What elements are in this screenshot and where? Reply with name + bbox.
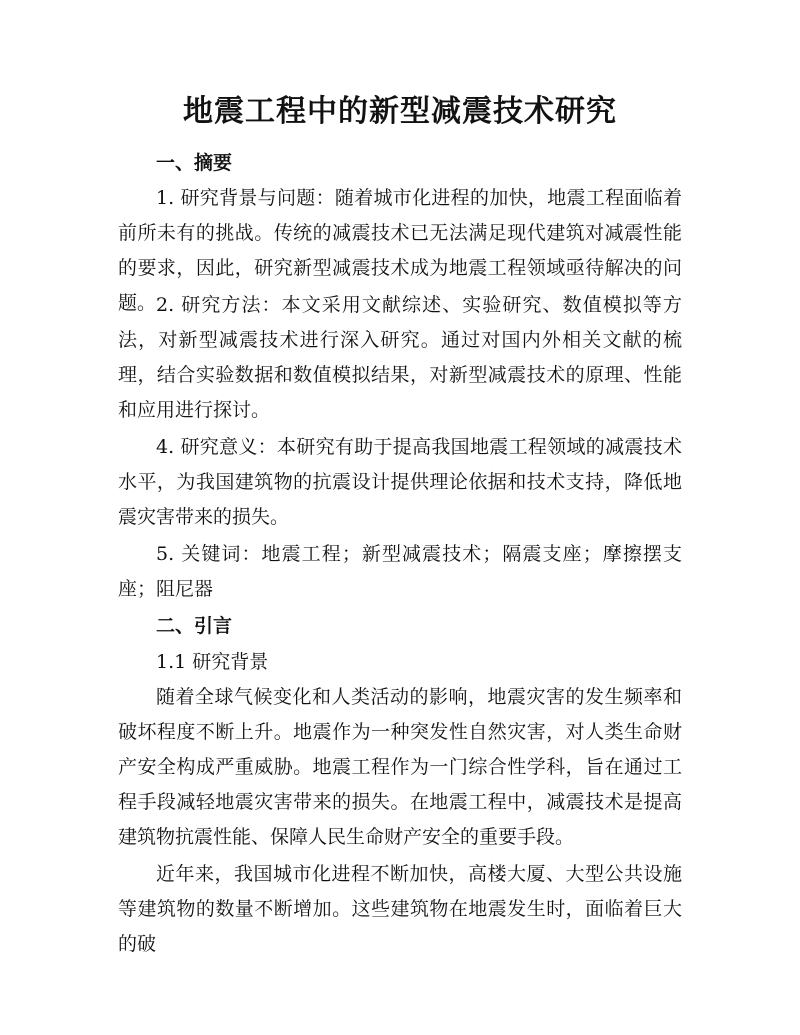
abstract-paragraph-method: 2. 研究方法：本文采用文献综述、实验研究、数值模拟等方法，对新型减震技术进行深入研究。通过对国内外相关文献的梳理，结合实验数据和数值模拟结果，对新型减震技术的原理、性能和应用进行探讨。 (118, 294, 682, 421)
abstract-paragraph-significance: 4. 研究意义：本研究有助于提高我国地震工程领域的减震技术水平，为我国建筑物的抗震设计提供理论依据和技术支持，降低地震灾害带来的损失。 (118, 436, 682, 528)
intro-paragraph-1: 随着全球气候变化和人类活动的影响，地震灾害的发生频率和破坏程度不断上升。地震作为一种突发性自然灾害，对人类生命财产安全构成严重威胁。地震工程作为一门综合性学科，旨在通过工程手段减轻地震灾害带来的损失。在地震工程中，减震技术是提高建筑物抗震性能、保障人民生命财产安全的重要手段。 (118, 686, 682, 848)
section-heading-abstract: 一、摘要 (156, 152, 233, 174)
section-heading-introduction: 二、引言 (156, 615, 233, 637)
abstract-paragraph-background: 1. 研究背景与问题：随着城市化进程的加快，地震工程面临着前所未有的挑战。传统的减震技术已无法满足现代建筑对减震性能的要求，因此，研究新型减震技术成为地震工程领域亟待解决的问题。 (118, 187, 682, 314)
subsection-heading-background: 1.1 研究背景 (156, 651, 269, 673)
abstract-paragraph-keywords: 5. 关键词：地震工程；新型减震技术；隔震支座；摩擦摆支座；阻尼器 (118, 543, 682, 600)
intro-paragraph-2: 近年来，我国城市化进程不断加快，高楼大厦、大型公共设施等建筑物的数量不断增加。这些建筑物在地震发生时，面临着巨大的破 (118, 863, 682, 955)
document-title: 地震工程中的新型减震技术研究 (183, 94, 617, 129)
